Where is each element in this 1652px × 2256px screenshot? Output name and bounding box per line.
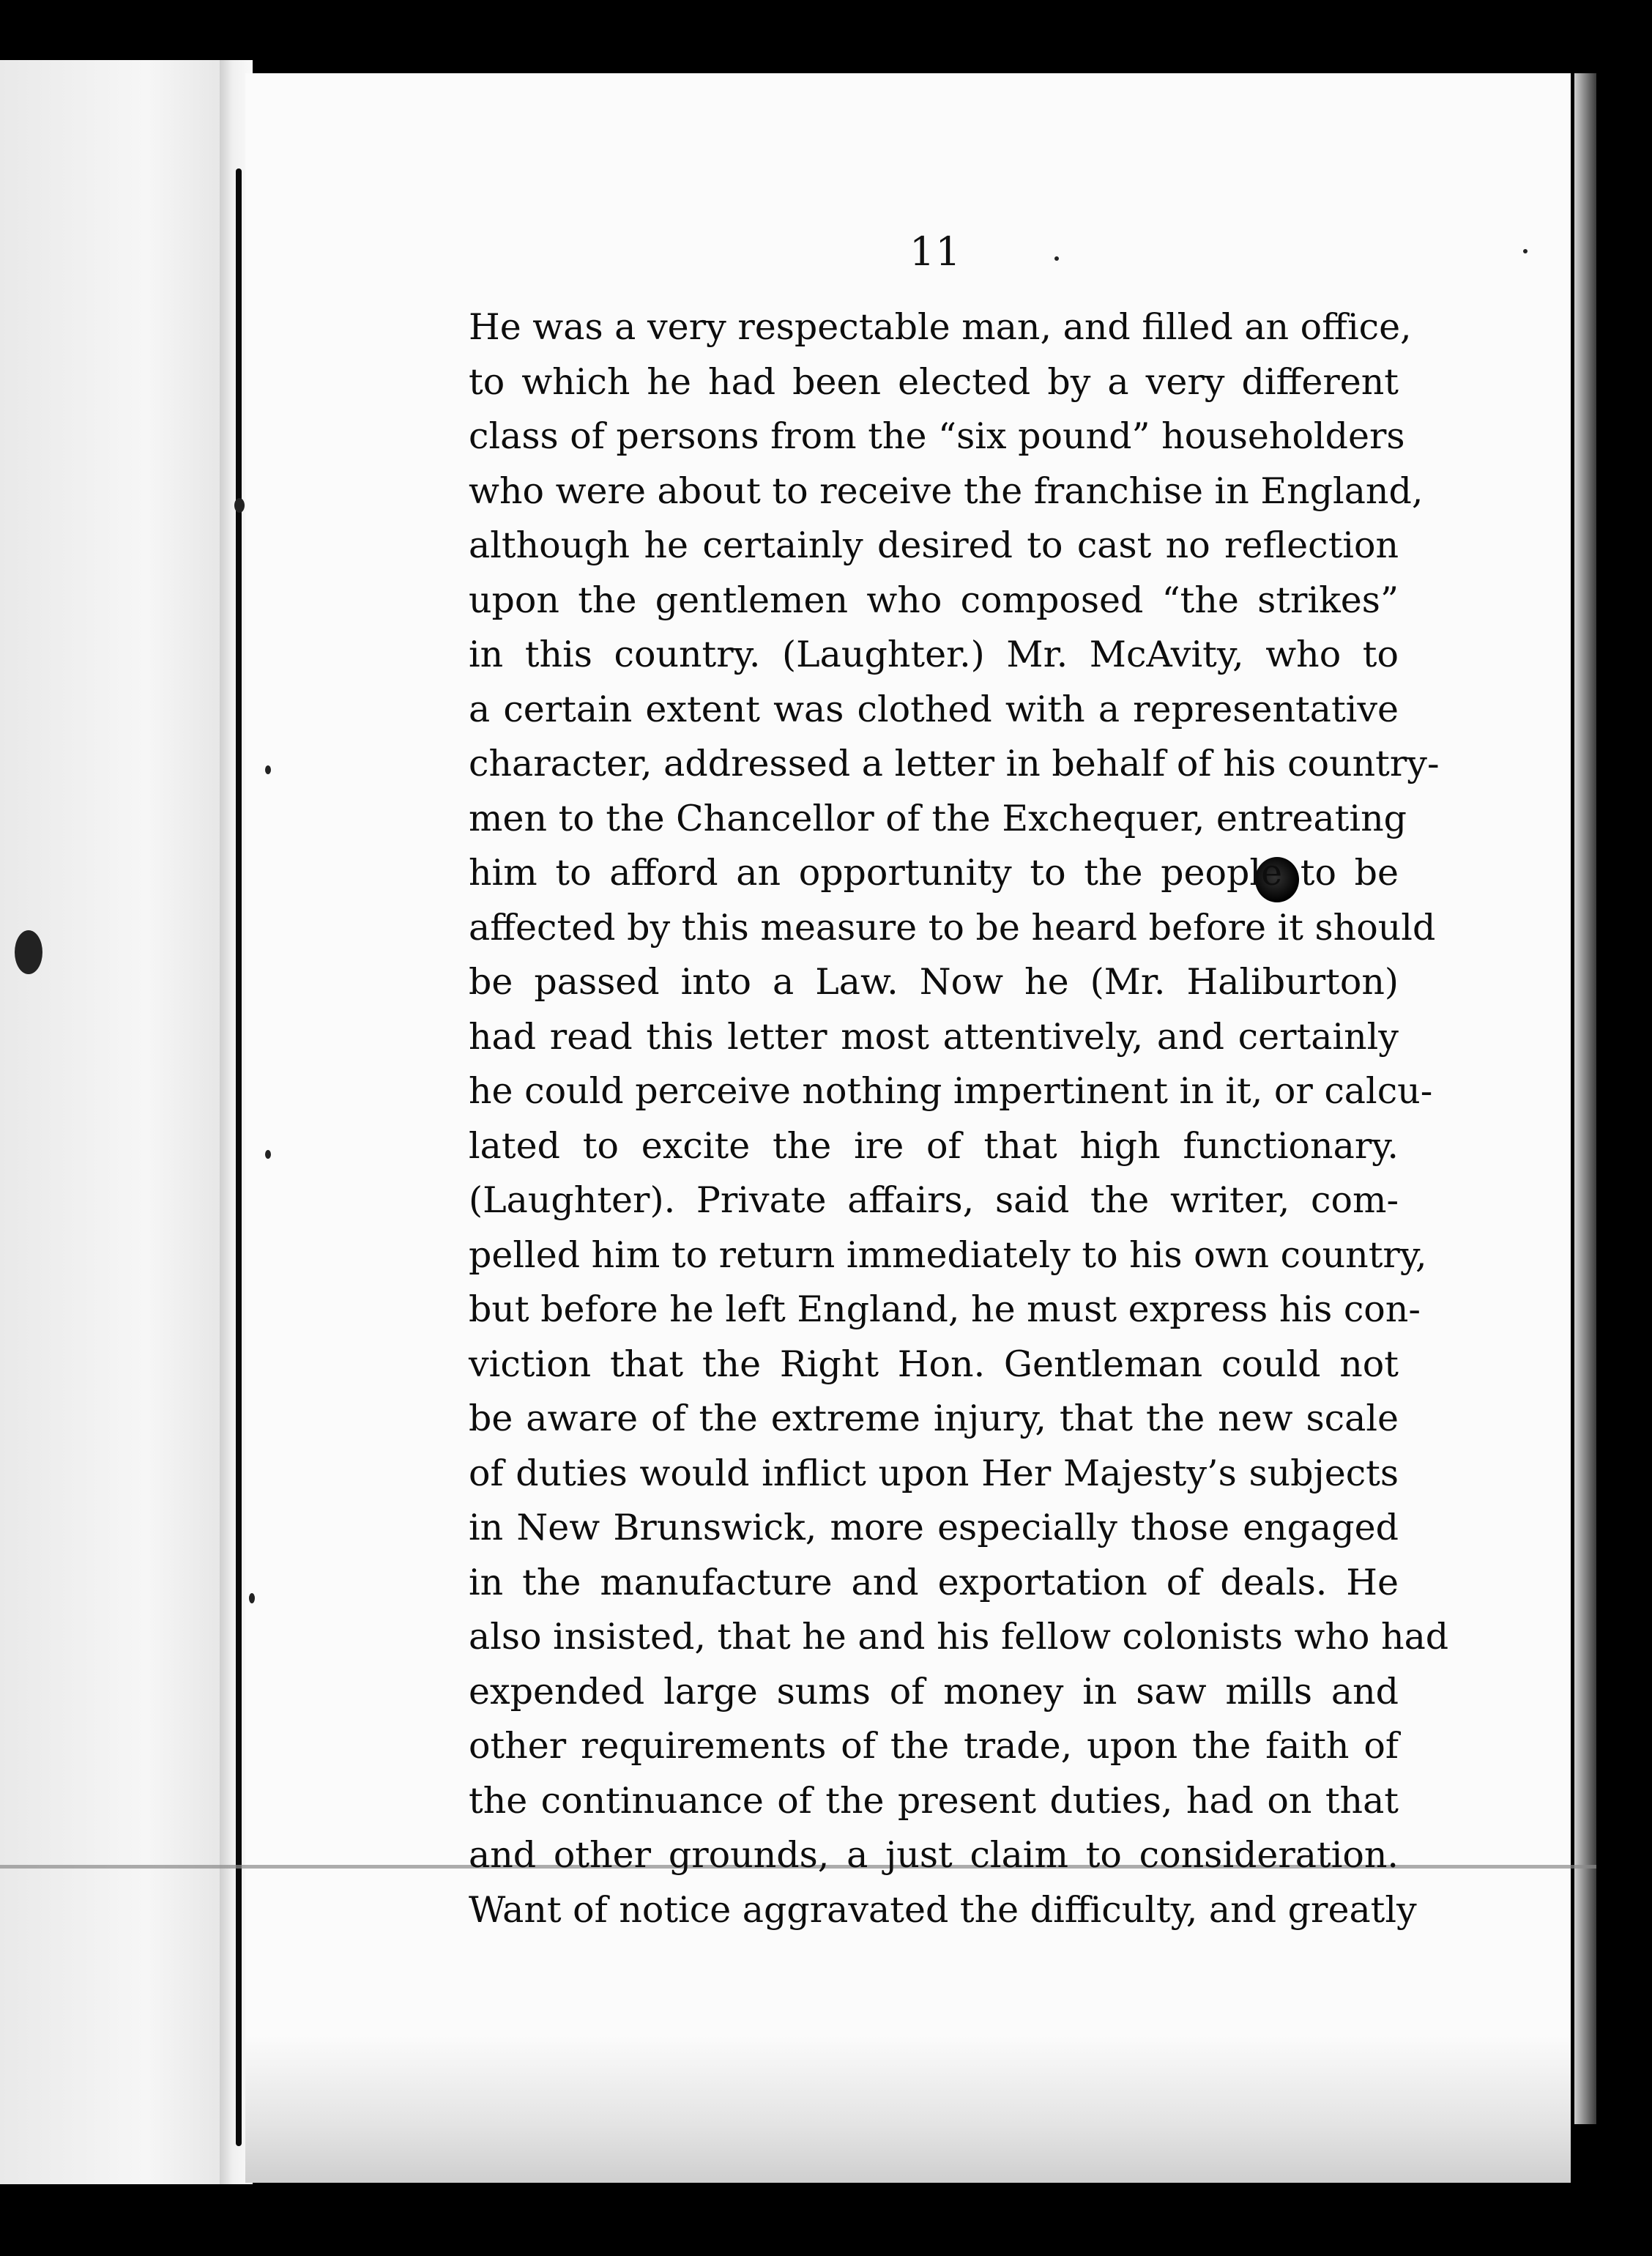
speck [265,765,271,774]
speck [15,930,42,974]
text-line: also insisted, that he and his fellow colonists who had [469,1616,1449,1658]
text-line: a certain extent was clothed with a representative [469,688,1399,730]
text-line: be aware of the extreme injury, that the new scale [469,1398,1399,1439]
body-text [469,300,1449,1937]
speck [1523,249,1528,253]
text-line: and other grounds, a just claim to consideration. [469,1834,1399,1876]
text-line: He was a very respectable man, and filled an office, [469,306,1412,348]
text-line: pelled him to return immediately to his own country, [469,1233,1427,1276]
speck [249,1593,255,1603]
page-number: 11 [909,229,961,275]
speck [1054,256,1059,261]
text-line: viction that the Right Hon. Gentleman could not [469,1343,1399,1385]
page-right-edge [1574,73,1596,2124]
speck [265,1150,271,1159]
text-line: had read this letter most attentively, and certainly [469,1015,1399,1058]
text-line: affected by this measure to be heard before it should [469,906,1436,949]
text-line: who were about to receive the franchise in England, [469,470,1424,512]
text-line: Want of notice aggravated the difficulty, and greatly [469,1888,1417,1931]
text-line: in New Brunswick, more especially those engaged [469,1507,1399,1548]
text-line: be passed into a Law. Now he (Mr. Haliburton) [469,961,1399,1003]
text-line: other requirements of the trade, upon the faith of [469,1725,1399,1767]
text-line: (Laughter). Private affairs, said the writer, com- [469,1179,1399,1221]
text-line: the continuance of the present duties, had on that [469,1779,1399,1822]
text-line: of duties would inflict upon Her Majesty’s subjects [469,1452,1399,1494]
text-line: expended large sums of money in saw mills and [469,1670,1399,1713]
binding-line [236,168,242,2146]
text-line: class of persons from the “six pound” householders [469,415,1405,457]
text-line: in this country. (Laughter.) Mr. McAvity, who to [469,634,1399,675]
page-bottom-shadow [245,2036,1571,2183]
speck [234,498,245,513]
text-line: lated to excite the ire of that high functionary. [469,1124,1399,1167]
text-line: but before he left England, he must express his con- [469,1288,1421,1330]
text-line: men to the Chancellor of the Exchequer, entreating [469,797,1407,839]
text-line: he could perceive nothing impertinent in it, or calcu- [469,1070,1433,1112]
text-line: character, addressed a letter in behalf of his country- [469,743,1440,784]
text-line: upon the gentlemen who composed “the strikes” [469,579,1399,621]
text-line: although he certainly desired to cast no reflection [469,524,1399,566]
text-line: to which he had been elected by a very different [469,360,1399,403]
text-line: him to afford an opportunity to the people to be [469,852,1399,894]
text-line: in the manufacture and exportation of deals. He [469,1561,1399,1603]
